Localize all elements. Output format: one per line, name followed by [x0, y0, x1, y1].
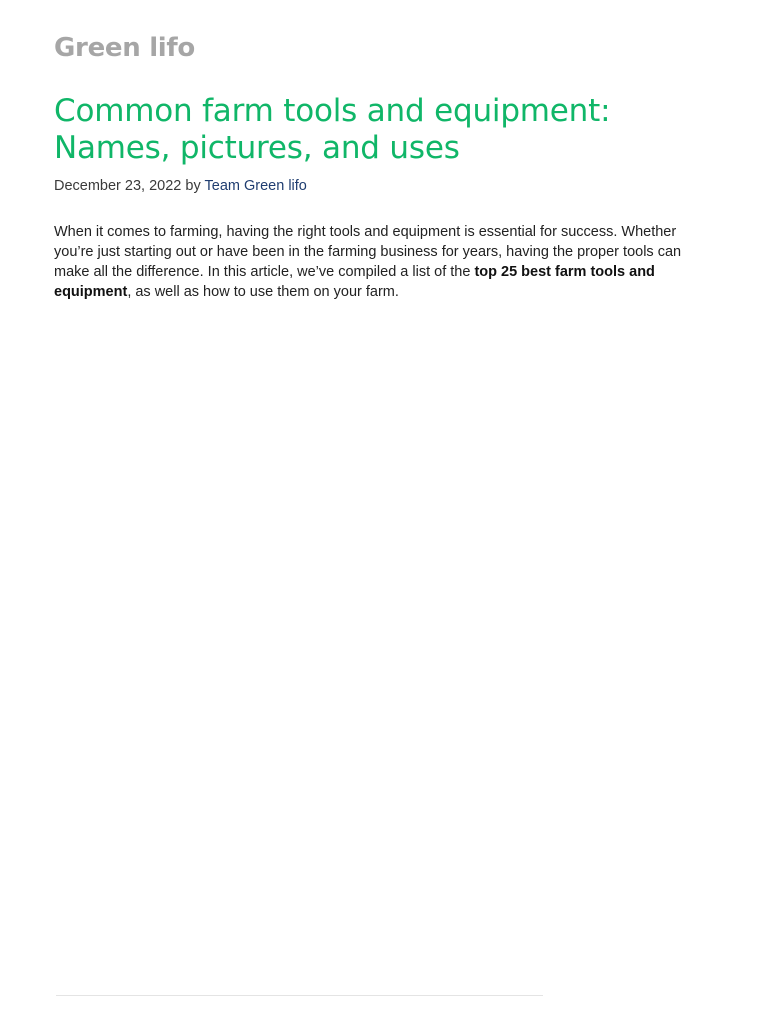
- post-meta: [54, 176, 307, 196]
- intro-text-start: When it comes to farming, having the right tools and equipment is essential for success. Whether you’re just starting out or have been in the farming business for years, having the proper tools can make all the difference. In this article, we’ve compiled a list of the: [54, 224, 682, 280]
- author-link[interactable]: Team Green lifo: [204, 178, 307, 194]
- intro-text-end: , as well as how to use them on your farm.: [127, 284, 399, 300]
- content-divider: [56, 995, 543, 996]
- post-date: December 23, 2022: [54, 178, 182, 194]
- site-title[interactable]: Green lifo: [54, 33, 195, 63]
- article-title-line-2: Names, pictures, and uses: [54, 130, 460, 166]
- post-by-label: by: [185, 178, 201, 194]
- article-title-line-1: Common farm tools and equipment:: [54, 93, 611, 129]
- intro-paragraph: [54, 222, 714, 302]
- article-title: [54, 93, 744, 167]
- intro-highlight: top 25 best farm tools and equipment: [54, 264, 655, 300]
